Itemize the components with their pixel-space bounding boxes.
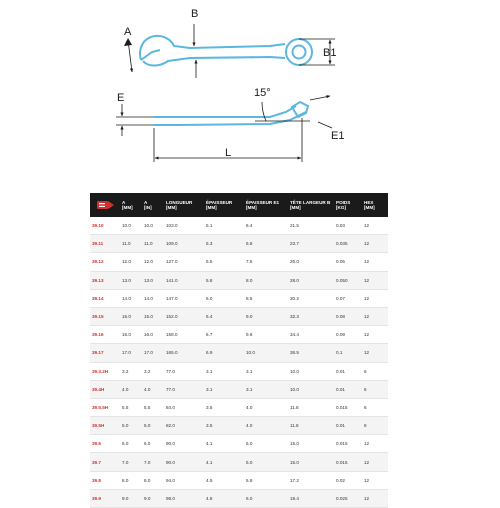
value-cell: 147.0 <box>164 289 204 307</box>
table-row <box>90 471 388 489</box>
dim-l-label: L <box>225 147 232 159</box>
value-cell: 141.0 <box>164 271 204 289</box>
value-cell: 16.0 <box>120 326 142 344</box>
table-row <box>90 217 388 235</box>
reference-cell: 39.5H <box>90 417 120 435</box>
value-cell: 13.0 <box>120 271 142 289</box>
reference-cell: 39.9 <box>90 489 120 507</box>
table-row <box>90 344 388 362</box>
table-row <box>90 435 388 453</box>
value-cell: 5.1 <box>204 217 244 235</box>
value-cell: 11.0 <box>142 235 164 253</box>
value-cell: 5.3 <box>204 235 244 253</box>
table-row <box>90 398 388 416</box>
value-cell: 3.2 <box>142 362 164 380</box>
column-header-title: ÉPAISSEUR E1 <box>246 199 280 205</box>
value-cell: 12 <box>362 235 388 253</box>
value-cell: 103.0 <box>164 217 204 235</box>
value-cell: 6 <box>362 362 388 380</box>
value-cell: 0.015 <box>334 435 362 453</box>
value-cell: 90.0 <box>164 453 204 471</box>
value-cell: 0.09 <box>334 326 362 344</box>
column-header <box>204 193 244 217</box>
value-cell: 28.0 <box>288 271 334 289</box>
value-cell: 11.8 <box>288 417 334 435</box>
value-cell: 5.0 <box>142 417 164 435</box>
column-header-title: LONGUEUR <box>166 199 193 205</box>
table-row <box>90 289 388 307</box>
value-cell: 7.0 <box>120 453 142 471</box>
value-cell: 0.01 <box>334 362 362 380</box>
value-cell: 6 <box>362 380 388 398</box>
reference-cell: 39.16 <box>90 326 120 344</box>
value-cell: 15.0 <box>288 435 334 453</box>
value-cell: 15.0 <box>142 307 164 325</box>
value-cell: 13.0 <box>142 271 164 289</box>
value-cell: 0.03 <box>334 217 362 235</box>
value-cell: 0.01 <box>334 417 362 435</box>
value-cell: 0.07 <box>334 289 362 307</box>
value-cell: 4.5 <box>204 471 244 489</box>
column-header-title: ÉPAISSEUR <box>206 199 233 205</box>
reference-cell: 39.5.5H <box>90 398 120 416</box>
value-cell: 8.0 <box>142 471 164 489</box>
value-cell: 6 <box>362 398 388 416</box>
value-cell: 3.5 <box>204 398 244 416</box>
value-cell: 7.0 <box>142 453 164 471</box>
value-cell: 4.1 <box>204 435 244 453</box>
table-row <box>90 235 388 253</box>
reference-cell: 39.4H <box>90 380 120 398</box>
value-cell: 4.8 <box>204 489 244 507</box>
value-cell: 5.8 <box>244 471 288 489</box>
facom-logo-icon <box>92 194 119 216</box>
value-cell: 6.4 <box>244 217 288 235</box>
value-cell: 4.1 <box>204 453 244 471</box>
column-header-unit: [IN] <box>144 205 152 210</box>
value-cell: 94.0 <box>164 471 204 489</box>
value-cell: 109.0 <box>164 235 204 253</box>
column-header <box>334 193 362 217</box>
table-row <box>90 253 388 271</box>
value-cell: 10.0 <box>120 217 142 235</box>
side-view-shank-lower <box>154 112 306 125</box>
value-cell: 82.0 <box>164 417 204 435</box>
dim-e1-label: E1 <box>331 130 345 142</box>
value-cell: 12.0 <box>142 253 164 271</box>
value-cell: 16.0 <box>142 326 164 344</box>
column-header <box>362 193 388 217</box>
value-cell: 0.01 <box>334 380 362 398</box>
value-cell: 0.035 <box>334 235 362 253</box>
value-cell: 77.0 <box>164 362 204 380</box>
table-row <box>90 271 388 289</box>
value-cell: 3.5 <box>204 417 244 435</box>
value-cell: 5.0 <box>120 417 142 435</box>
value-cell: 3.1 <box>244 362 288 380</box>
reference-cell: 39.8 <box>90 471 120 489</box>
value-cell: 11.0 <box>120 235 142 253</box>
value-cell: 6.7 <box>204 326 244 344</box>
value-cell: 36.5 <box>288 344 334 362</box>
reference-cell: 39.11 <box>90 235 120 253</box>
table-row <box>90 362 388 380</box>
value-cell: 5.0 <box>244 453 288 471</box>
angle-label: 15° <box>254 87 271 99</box>
value-cell: 8.0 <box>244 271 288 289</box>
value-cell: 30.2 <box>288 289 334 307</box>
value-cell: 12.0 <box>120 253 142 271</box>
column-header-unit: [MM] <box>246 205 257 210</box>
value-cell: 4.0 <box>244 417 288 435</box>
value-cell: 17.2 <box>288 471 334 489</box>
column-header-title: POIDS <box>336 199 351 205</box>
reference-cell: 39.10 <box>90 217 120 235</box>
reference-cell: 39.17 <box>90 344 120 362</box>
value-cell: 8.0 <box>120 471 142 489</box>
value-cell: 10.0 <box>288 380 334 398</box>
value-cell: 34.4 <box>288 326 334 344</box>
wrench-side-view <box>154 102 308 125</box>
column-header-unit: [MM] <box>122 205 133 210</box>
dim-b1-label: B1 <box>323 47 337 59</box>
column-header-unit: [KG] <box>336 205 346 210</box>
value-cell: 5.5 <box>204 253 244 271</box>
value-cell: 5.5 <box>142 398 164 416</box>
value-cell: 12 <box>362 326 388 344</box>
value-cell: 0.025 <box>334 489 362 507</box>
reference-cell: 39.3.2H <box>90 362 120 380</box>
dim-e1-line-lower <box>318 122 332 128</box>
column-header <box>288 193 334 217</box>
value-cell: 12 <box>362 489 388 507</box>
open-end-lower <box>143 57 285 66</box>
value-cell: 9.0 <box>120 489 142 507</box>
value-cell: 90.0 <box>164 435 204 453</box>
value-cell: 0.05 <box>334 253 362 271</box>
value-cell: 14.0 <box>120 289 142 307</box>
value-cell: 77.0 <box>164 380 204 398</box>
value-cell: 5.5 <box>120 398 142 416</box>
spec-table <box>90 193 388 508</box>
value-cell: 6.0 <box>204 289 244 307</box>
value-cell: 10.0 <box>288 362 334 380</box>
value-cell: 9.0 <box>142 489 164 507</box>
column-header-title: A <box>144 199 148 205</box>
ring-end-outer <box>286 39 312 65</box>
value-cell: 0.015 <box>334 453 362 471</box>
value-cell: 6.4 <box>204 307 244 325</box>
dim-e-label: E <box>117 92 125 104</box>
value-cell: 0.015 <box>334 398 362 416</box>
value-cell: 8.5 <box>244 289 288 307</box>
angle-arc <box>262 102 266 121</box>
dim-b-label: B <box>191 8 199 20</box>
value-cell: 5.0 <box>244 435 288 453</box>
value-cell: 165.0 <box>164 344 204 362</box>
value-cell: 17.0 <box>120 344 142 362</box>
value-cell: 12 <box>362 344 388 362</box>
value-cell: 14.0 <box>142 289 164 307</box>
value-cell: 10.0 <box>244 344 288 362</box>
column-header-unit: [MM] <box>290 205 301 210</box>
column-header <box>142 193 164 217</box>
value-cell: 12 <box>362 217 388 235</box>
value-cell: 19.4 <box>288 489 334 507</box>
value-cell: 12 <box>362 307 388 325</box>
value-cell: 152.0 <box>164 307 204 325</box>
value-cell: 5.8 <box>204 271 244 289</box>
wrench-dimension-drawing <box>0 0 500 190</box>
table-row <box>90 453 388 471</box>
column-header <box>244 193 288 217</box>
ring-end-inner <box>293 46 306 59</box>
table-row <box>90 307 388 325</box>
value-cell: 12 <box>362 253 388 271</box>
column-header <box>120 193 142 217</box>
value-cell: 6 <box>362 417 388 435</box>
side-view-shank <box>154 106 296 117</box>
jaw-opening <box>141 50 160 60</box>
column-header-title: A <box>122 199 126 205</box>
value-cell: 3.1 <box>244 380 288 398</box>
reference-cell: 39.6 <box>90 435 120 453</box>
wrench-top-view <box>140 36 312 66</box>
reference-cell: 39.13 <box>90 271 120 289</box>
value-cell: 21.5 <box>288 217 334 235</box>
value-cell: 32.3 <box>288 307 334 325</box>
column-header-unit: [MM] <box>206 205 217 210</box>
column-header-title: HEX <box>364 199 374 205</box>
column-header <box>164 193 204 217</box>
column-header-unit: [MM] <box>166 205 177 210</box>
table-body <box>90 217 388 508</box>
table-row <box>90 489 388 507</box>
value-cell: 10.0 <box>142 217 164 235</box>
value-cell: 6.9 <box>204 344 244 362</box>
value-cell: 4.0 <box>120 380 142 398</box>
value-cell: 12 <box>362 471 388 489</box>
value-cell: 9.0 <box>244 307 288 325</box>
table-row <box>90 417 388 435</box>
table-row <box>90 326 388 344</box>
value-cell: 12 <box>362 289 388 307</box>
header-logo-cell <box>90 193 120 217</box>
value-cell: 127.0 <box>164 253 204 271</box>
value-cell: 4.0 <box>244 398 288 416</box>
value-cell: 17.0 <box>142 344 164 362</box>
reference-cell: 39.15 <box>90 307 120 325</box>
reference-cell: 39.7 <box>90 453 120 471</box>
table-header-row <box>90 193 388 217</box>
dim-e1-line <box>310 96 330 100</box>
value-cell: 6.8 <box>244 235 288 253</box>
column-header-title: TÊTE LARGEUR B <box>290 199 331 205</box>
value-cell: 12 <box>362 453 388 471</box>
value-cell: 84.0 <box>164 398 204 416</box>
reference-cell: 39.14 <box>90 289 120 307</box>
value-cell: 6.0 <box>142 435 164 453</box>
value-cell: 0.08 <box>334 307 362 325</box>
value-cell: 23.7 <box>288 235 334 253</box>
value-cell: 0.02 <box>334 471 362 489</box>
side-view-dimensions <box>116 96 332 162</box>
value-cell: 12 <box>362 435 388 453</box>
value-cell: 15.0 <box>288 453 334 471</box>
value-cell: 26.0 <box>288 253 334 271</box>
value-cell: 3.1 <box>204 362 244 380</box>
value-cell: 0.050 <box>334 271 362 289</box>
value-cell: 3.1 <box>204 380 244 398</box>
dim-a-label: A <box>124 26 132 38</box>
value-cell: 98.0 <box>164 489 204 507</box>
value-cell: 12 <box>362 271 388 289</box>
value-cell: 6.0 <box>244 489 288 507</box>
value-cell: 7.5 <box>244 253 288 271</box>
value-cell: 15.0 <box>120 307 142 325</box>
value-cell: 158.0 <box>164 326 204 344</box>
value-cell: 3.2 <box>120 362 142 380</box>
value-cell: 4.0 <box>142 380 164 398</box>
value-cell: 0.1 <box>334 344 362 362</box>
reference-cell: 39.12 <box>90 253 120 271</box>
arrow-heads-top <box>124 38 132 46</box>
value-cell: 6.0 <box>120 435 142 453</box>
table-row <box>90 380 388 398</box>
value-cell: 11.8 <box>288 398 334 416</box>
dim-a-head-top <box>124 38 132 46</box>
value-cell: 9.6 <box>244 326 288 344</box>
column-header-unit: [MM] <box>364 205 375 210</box>
